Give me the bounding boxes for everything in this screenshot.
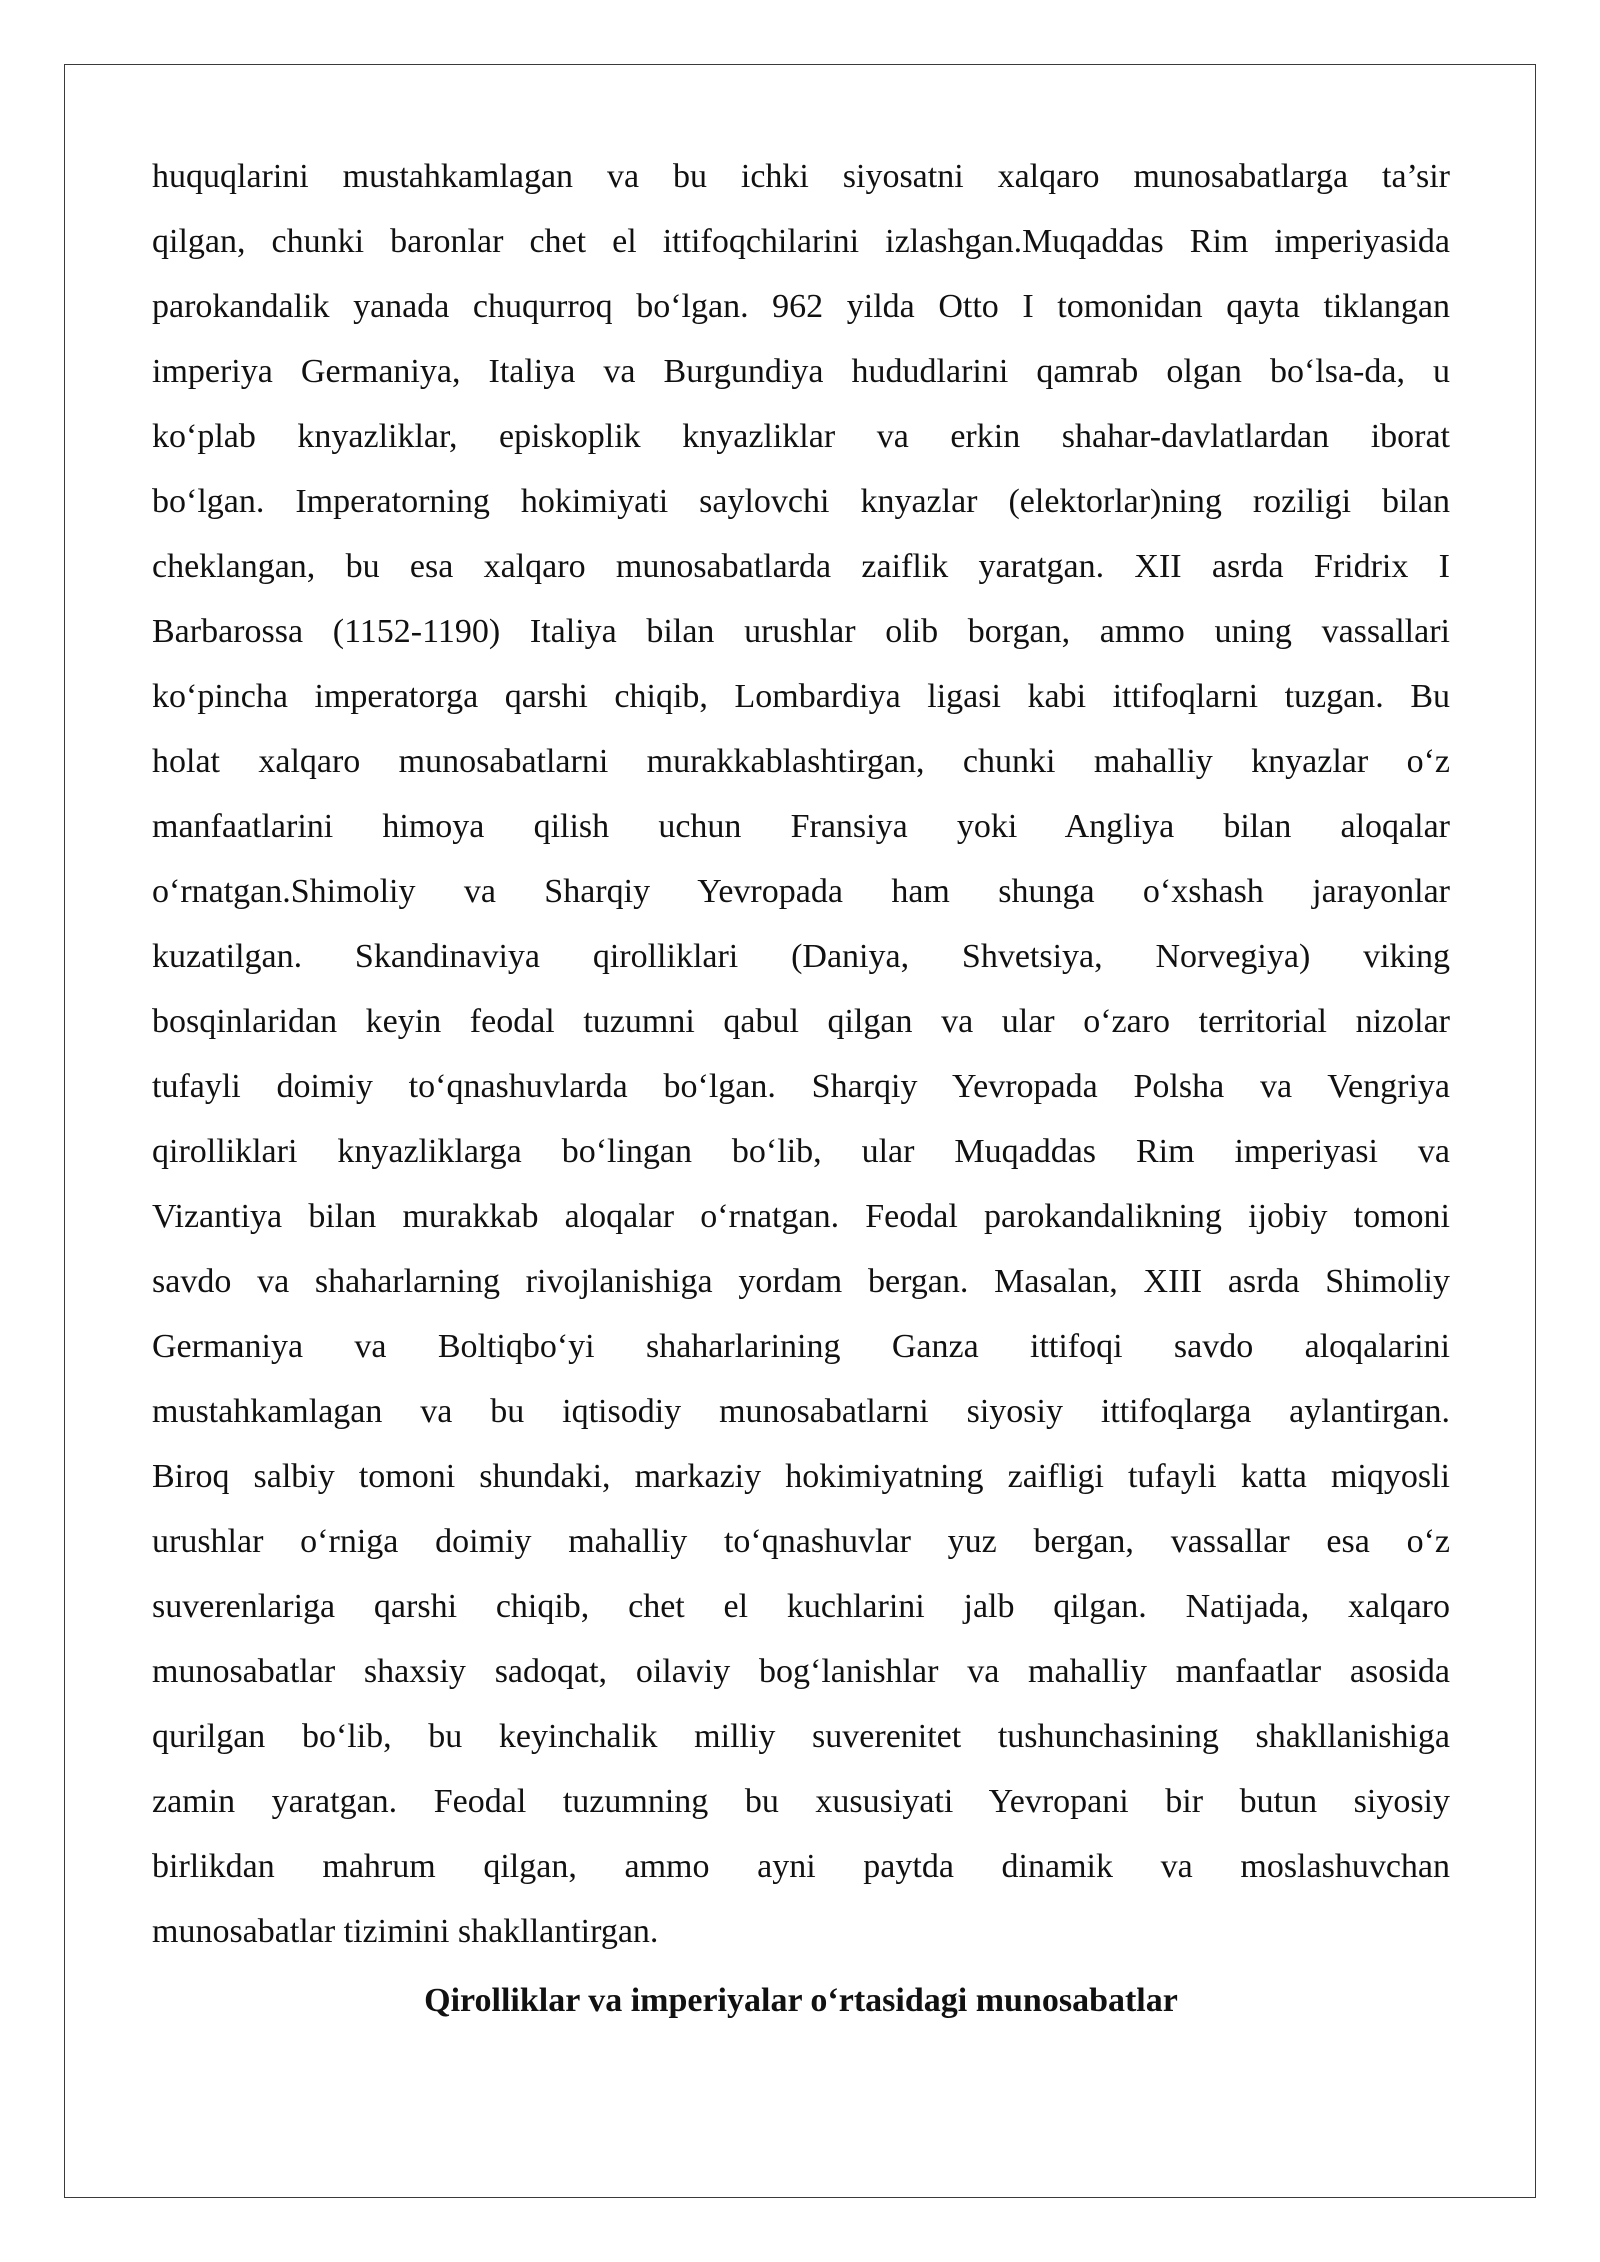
text-line: Barbarossa (1152-1190) Italiya bilan urushlar olib borgan, ammo uning vassallari (152, 613, 1450, 650)
text-line: parokandalik yanada chuqurroq bo‘lgan. 962 yilda Otto I tomonidan qayta tiklangan (152, 288, 1450, 325)
text-line: suverenlariga qarshi chiqib, chet el kuchlarini jalb qilgan. Natijada, xalqaro (152, 1588, 1450, 1625)
text-line: qirolliklari knyazliklarga bo‘lingan bo‘lib, ular Muqaddas Rim imperiyasi va (152, 1133, 1450, 1170)
text-line: qurilgan bo‘lib, bu keyinchalik milliy suverenitet tushunchasining shakllanishiga (152, 1718, 1450, 1755)
text-line: ko‘pincha imperatorga qarshi chiqib, Lombardiya ligasi kabi ittifoqlarni tuzgan. Bu (152, 678, 1450, 715)
text-line: birlikdan mahrum qilgan, ammo ayni paytda dinamik va moslashuvchan (152, 1848, 1450, 1885)
text-line: tufayli doimiy to‘qnashuvlarda bo‘lgan. Sharqiy Yevropada Polsha va Vengriya (152, 1068, 1450, 1105)
text-line: munosabatlar shaxsiy sadoqat, oilaviy bog‘lanishlar va mahalliy manfaatlar asosida (152, 1653, 1450, 1690)
text-line: imperiya Germaniya, Italiya va Burgundiya hududlarini qamrab olgan bo‘lsa-da, u (152, 353, 1450, 390)
body-paragraph (152, 144, 1450, 1964)
text-line: qilgan, chunki baronlar chet el ittifoqchilarini izlashgan.Muqaddas Rim imperiyasida (152, 223, 1450, 260)
text-line: munosabatlar tizimini shakllantirgan. (152, 1913, 659, 1950)
text-line: mustahkamlagan va bu iqtisodiy munosabatlarni siyosiy ittifoqlarga aylantirgan. (152, 1393, 1450, 1430)
text-line: kuzatilgan. Skandinaviya qirolliklari (Daniya, Shvetsiya, Norvegiya) viking (152, 938, 1450, 975)
text-line: Biroq salbiy tomoni shundaki, markaziy hokimiyatning zaifligi tufayli katta miqyosli (152, 1458, 1450, 1495)
section-heading: Qirolliklar va imperiyalar o‘rtasidagi munosabatlar (424, 1982, 1178, 2019)
text-line: huquqlarini mustahkamlagan va bu ichki siyosatni xalqaro munosabatlarga ta’sir (152, 158, 1450, 195)
text-line: o‘rnatgan.Shimoliy va Sharqiy Yevropada ham shunga o‘xshash jarayonlar (152, 873, 1450, 910)
text-line: manfaatlarini himoya qilish uchun Fransiya yoki Angliya bilan aloqalar (152, 808, 1450, 845)
text-line: Vizantiya bilan murakkab aloqalar o‘rnatgan. Feodal parokandalikning ijobiy tomoni (152, 1198, 1450, 1235)
text-line: Germaniya va Boltiqbo‘yi shaharlarining Ganza ittifoqi savdo aloqalarini (152, 1328, 1450, 1365)
text-line: zamin yaratgan. Feodal tuzumning bu xususiyati Yevropani bir butun siyosiy (152, 1783, 1450, 1820)
text-line: bosqinlaridan keyin feodal tuzumni qabul qilgan va ular o‘zaro territorial nizolar (152, 1003, 1450, 1040)
text-line: ko‘plab knyazliklar, episkoplik knyazliklar va erkin shahar-davlatlardan iborat (152, 418, 1450, 455)
text-line: cheklangan, bu esa xalqaro munosabatlarda zaiflik yaratgan. XII asrda Fridrix I (152, 548, 1450, 585)
text-line: bo‘lgan. Imperatorning hokimiyati saylovchi knyazlar (elektorlar)ning roziligi bilan (152, 483, 1450, 520)
text-line: urushlar o‘rniga doimiy mahalliy to‘qnashuvlar yuz bergan, vassallar esa o‘z (152, 1523, 1450, 1560)
text-line: holat xalqaro munosabatlarni murakkablashtirgan, chunki mahalliy knyazlar o‘z (152, 743, 1450, 780)
text-line: savdo va shaharlarning rivojlanishiga yordam bergan. Masalan, XIII asrda Shimoliy (152, 1263, 1450, 1300)
